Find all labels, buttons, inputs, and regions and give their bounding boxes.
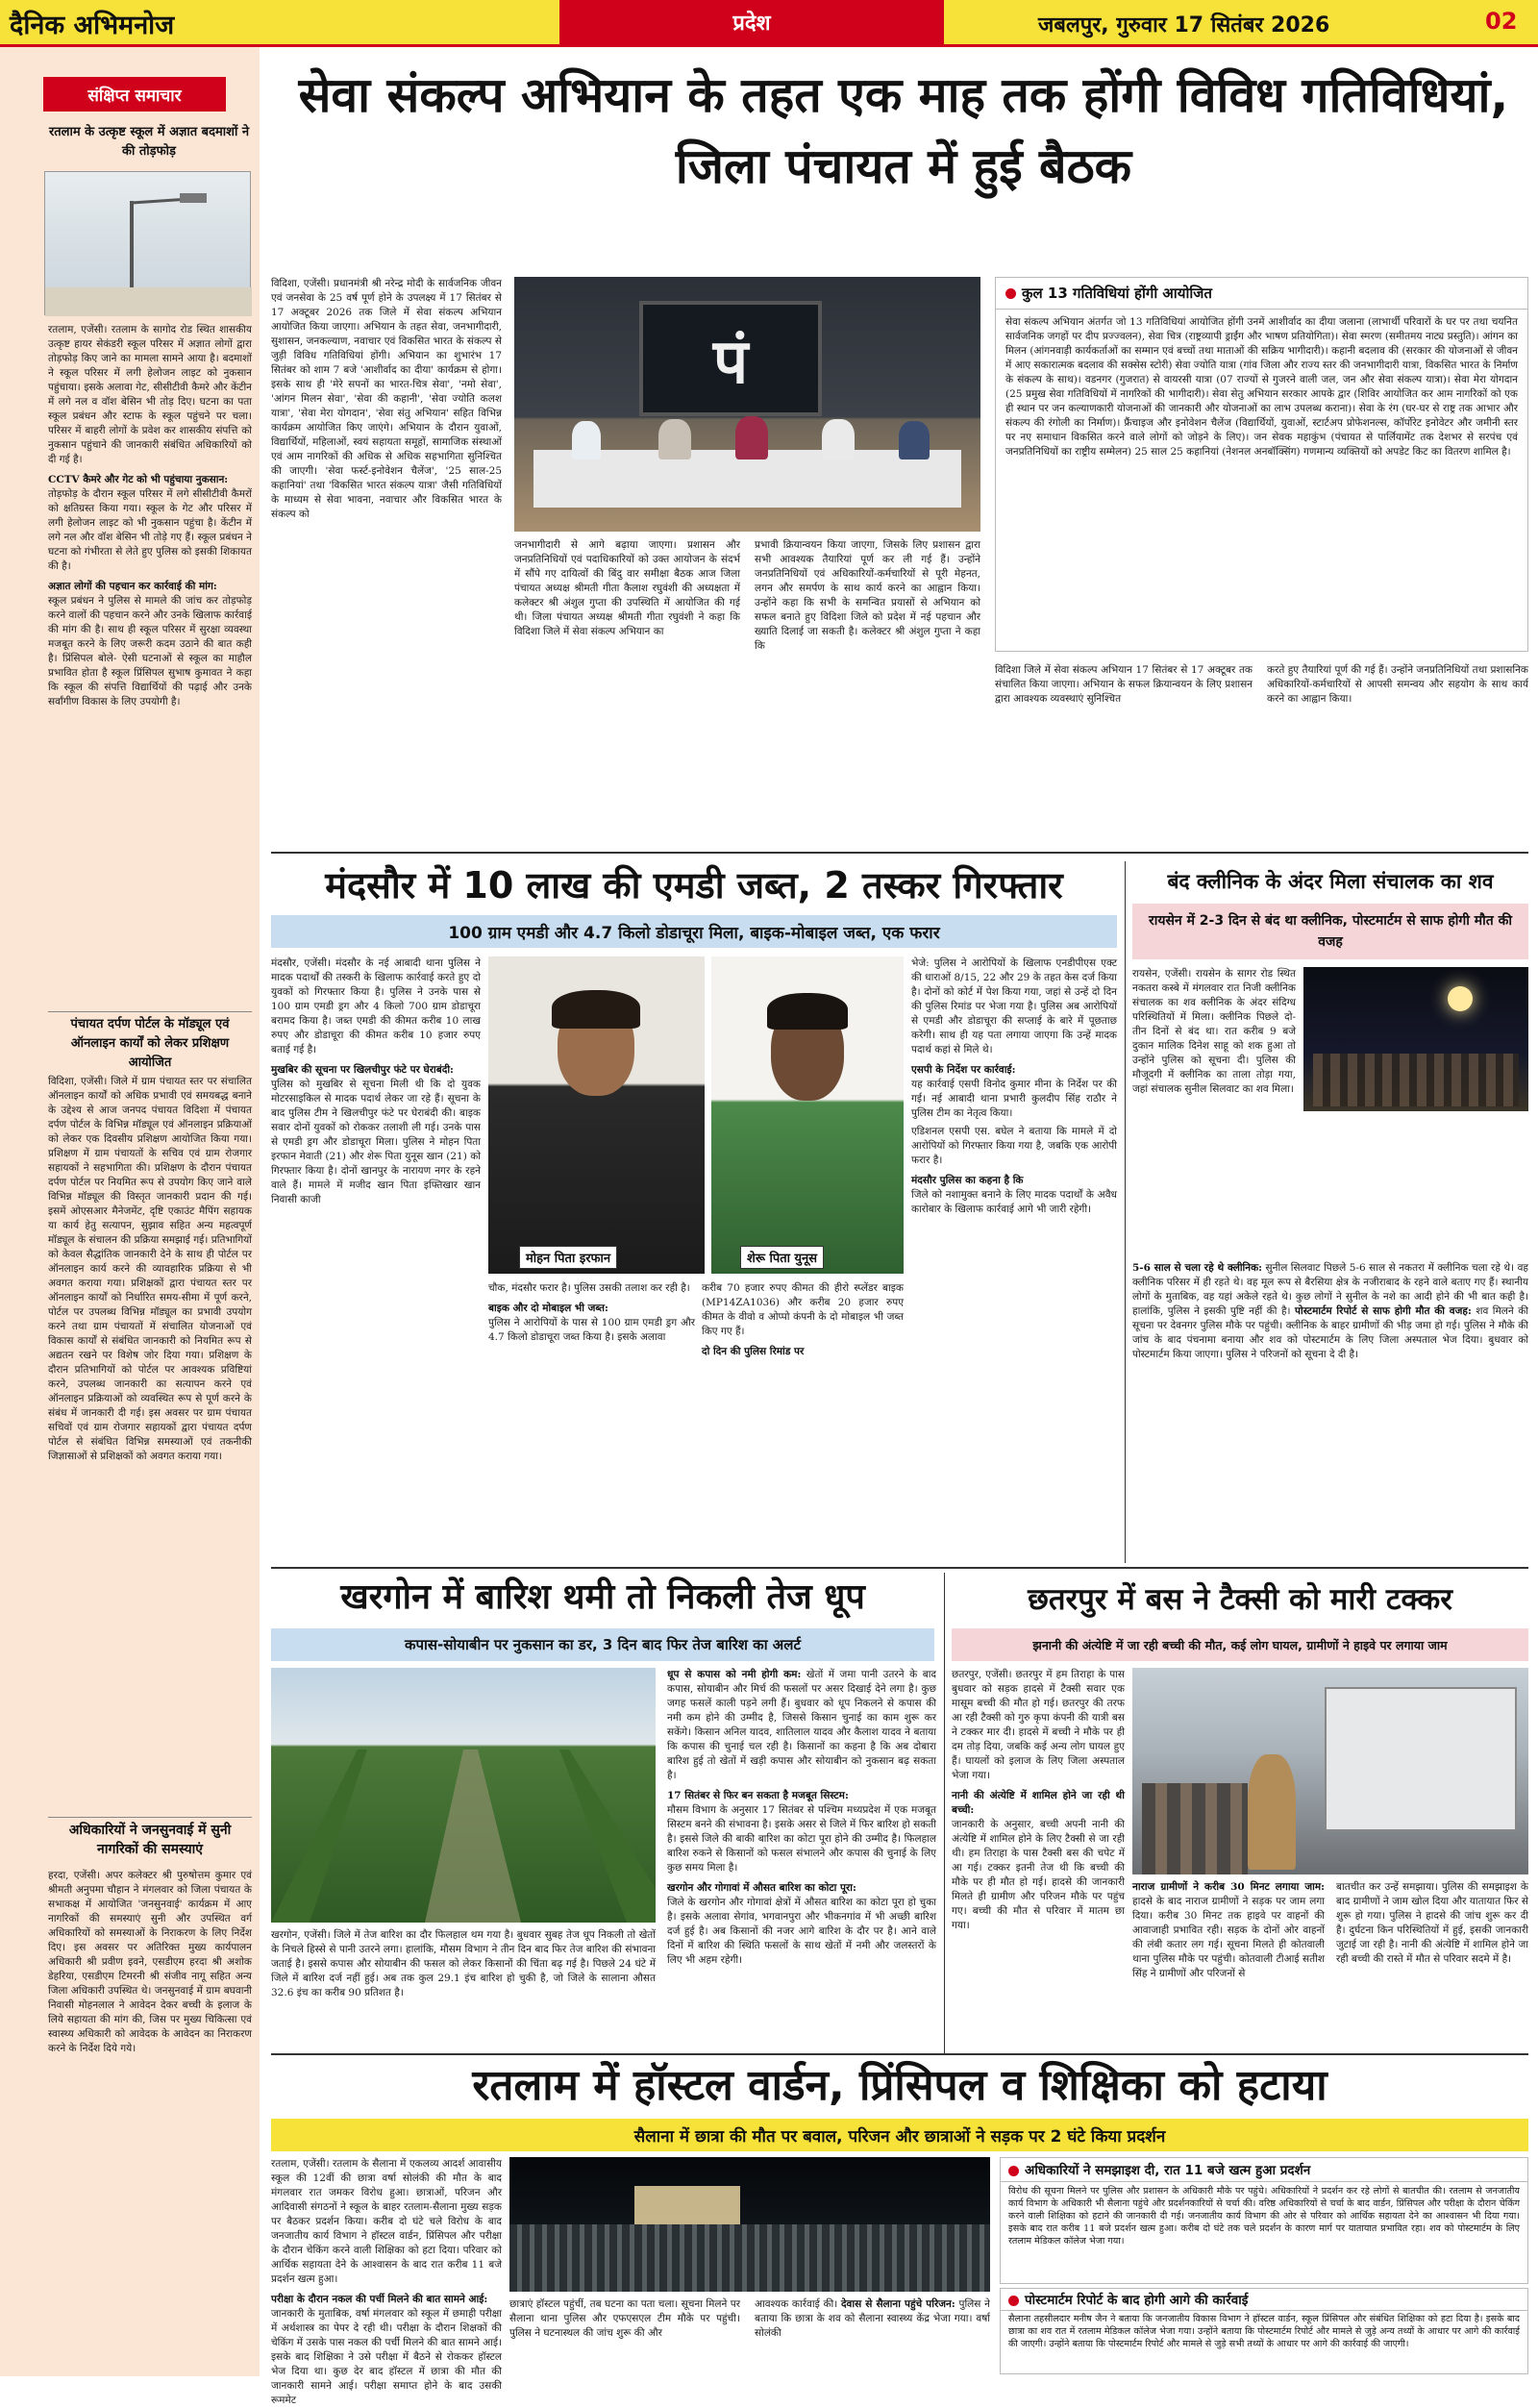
story4-strap: कपास-सोयाबीन पर नुकसान का डर, 3 दिन बाद फिर तेज बारिश का अलर्ट: [271, 1628, 934, 1661]
protest-photo: [509, 2157, 990, 2292]
story2-under1: चौक, मंदसौर फरार है। पुलिस उसकी तलाश कर रही है। बाइक और दो मोबाइल भी जब्त: पुलिस ने आरोपियों के पास से 100 ग्राम एमडी ड्रग और 4.7 किलो डोडाचूरा जब्त किया है। इसके अलावा: [488, 1282, 695, 1343]
crowd: [509, 2224, 990, 2292]
banner-screen: पं: [639, 301, 822, 416]
story5-col3: बातचीत कर उन्हें समझाया। पुलिस की समझाइश के बाद ग्रामीणों ने जाम खोल दिया और यातायात फिर से शुरू हो गया। पुलिस ने हादसे की जांच शुरू कर दी है। दुर्घटना किन परिस्थितियों में हुई, इसकी जानकारी जुटाई जा रही है। नानी की अंत्येष्टि में शामिल होने जा रही बच्ची की रास्ते में मौत से परिवार सदमे में है।: [1336, 1881, 1528, 1965]
page-number: 02: [1485, 8, 1518, 35]
story4-col1: खरगोन, एजेंसी। जिले में तेज बारिश का दौर फिलहाल थम गया है। बुधवार सुबह तेज धूप निकली तो खेतों के निचले हिस्से से पानी उतरने लगा। हालांकि, मौसम विभाग ने तीन दिन बाद फिर तेज बारिश की संभावना जताई है। इससे कपास और सोयाबीन की फसल को लेकर किसानों की चिंता बढ़ गई है। पिछले 24 घंटे में जिले में बारिश दर्ज नहीं हुई। अब तक कुल 29.1 इंच बारिश हो चुकी है, जो जिले के सालाना औसत 32.6 इंच का करीब 90 प्रतिशत है।: [271, 1929, 656, 1998]
dateline: जबलपुर, गुरुवार 17 सितंबर 2026: [1038, 13, 1330, 37]
official: [822, 419, 855, 459]
bullet-dot: [1008, 2296, 1019, 2306]
story1-col3: प्रभावी क्रियान्वयन किया जाएगा, जिसके लिए प्रशासन द्वारा सभी आवश्यक तैयारियां पूर्ण कर ली गई हैं। उन्होंने जनप्रतिनिधियों एवं अधिकारियों-कर्मचारियों से पूरी मेहनत, लगन और समर्पण के साथ कार्य करने का आह्वान किया। उन्होंने कहा कि सभी के समन्वित प्रयासों से अभियान को सफल बनाते हुए विदिशा जिले को प्रदेश में नई पहचान और ख्याति दिलाई जा सकती है। कलेक्टर श्री अंशुल गुप्ता ने कहा कि: [755, 539, 980, 652]
story6-strap: सैलाना में छात्रा की मौत पर बवाल, परिजन और छात्राओं ने सड़क पर 2 घंटे किया प्रदर्शन: [271, 2119, 1528, 2151]
story5-strap: झनानी की अंत्येष्टि में जा रही बच्ची की मौत, कई लोग घायल, ग्रामीणों ने हाइवे पर लगाया जाम: [952, 1628, 1528, 1661]
story4-headline: खरगोन में बारिश थमी तो निकली तेज धूप: [340, 1577, 865, 1617]
crowd: [1142, 1783, 1248, 1874]
story5-col2: नाराज ग्रामीणों ने करीब 30 मिनट लगाया जाम: हादसे के बाद नाराज ग्रामीणों ने सड़क पर जाम लगा दिया। करीब 30 मिनट तक हाइवे पर वाहनों की आवाजाही प्रभावित रही। सड़क के दोनों ओर वाहनों की लंबी कतार लग गई। सूचना मिलते ही कोतवाली थाना पुलिस मौके पर पहुंची। कोतवाली टीआई सतीश सिंह ने ग्रामीणों और परिजनों से: [1132, 1881, 1325, 1979]
section-rule: [271, 2053, 1528, 2055]
story4-col2: धूप से कपास को नमी होगी कम: खेतों में जमा पानी उतरने के बाद कपास, सोयाबीन और मिर्च की फसलों पर असर दिखाई देने लगा है। कुछ जगह फसलें काली पड़ने लगी हैं। बुधवार को धूप निकलने से कपास की नमी कम होने की उम्मीद है, जिससे किसान चुनाई का काम शुरू कर सकेंगे। किसान अनिल यादव, शातिलाल यादव और कैलाश यादव ने बताया कि कपास की चुनाई चल रही है। किसानों का कहना है कि अब दोबारा बारिश हुई तो खेतों में खड़ी कपास और सोयाबीन को नुकसान बढ़ सकता है। 17 सितंबर से फिर बन सकता है मजबूत सिस्टम: मौसम विभाग के अनुसार 17 सितंबर से पश्चिम मध्यप्रदेश में एक मजबूत सिस्टम बनने की संभावना है। इसके असर से जिले में फिर बारिश हो सकती है। इससे जिले की बाकी बारिश का कोटा पूरा होने की उम्मीद है। फिलहाल बारिश रुकने से किसानों को फसल संभालने और कपास की चुनाई के लिए कुछ समय मिला है। खरगोन और गोगावां में औसत बारिश का कोटा पूरा: जिले के खरगोन और गोगावां क्षेत्रों में औसत बारिश का कोटा पूरा हो चुका है। इसके अलावा सेगांव, भगवानपुरा और भीकनगांव में भी अच्छी बारिश दर्ज हुई है। अब किसानों की नजर आगे बारिश के दौर पर है। आने वाले दिनों में बारिश की स्थिति फसलों के साथ खेतों में नमी और जलस्तरों के लिए भी अहम रहेगी।: [667, 1669, 936, 1966]
official: [899, 421, 930, 459]
accused-photo-2: [711, 956, 904, 1274]
streetlight-image: [45, 172, 252, 316]
gate-light: [634, 2186, 740, 2224]
brief3-body: हरदा, एजेंसी। अपर कलेक्टर श्री पुरुषोत्तम कुमार एवं श्रीमती अनुपमा चौहान ने मंगलवार को जिला पंचायत के सभाकक्ष में आयोजित 'जनसुनवाई' कार्यक्रम में आए नागरिकों की समस्याएं सुनी और उपस्थित वर्ग अधिकारियों को समस्याओं के निराकरण के लिए निर्देश दिए। इस अवसर पर अतिरिक्त मुख्य कार्यपालन अधिकारी श्री प्रवीण इवने, एसडीएम हरदा श्री अशोक डेहरिया, एसडीएम टिमरनी श्री संजीव नागू सहित अन्य जिला अधिकारी उपस्थित थे। जनसुनवाई में ग्राम बघवानी निवासी मोहनलाल ने आवेदन देकर बच्ची के इलाज के लिये सहायता की मांग की, जिस पर मुख्य चिकित्सा एवं स्वास्थ्य अधिकारी को आवेदक के आवेदन का निराकरण करने के निर्देश दिये गये।: [48, 1870, 252, 2054]
brief3-title: अधिकारियों ने जनसुनवाई में सुनी नागरिकों की समस्याएं: [68, 1823, 232, 1857]
accused-caption-1: मोहन पिता इरफान: [519, 1246, 617, 1269]
accident-photo: [1132, 1668, 1528, 1874]
crowd: [1313, 1054, 1519, 1106]
official: [572, 421, 601, 459]
brief2-title: पंचायत दर्पण पोर्टल के मॉड्यूल एवं ऑनलाइन कार्यों को लेकर प्रशिक्षण आयोजित: [70, 1017, 230, 1070]
story1-col2: जनभागीदारी से आगे बढ़ाया जाएगा। प्रशासन और जनप्रतिनिधियों एवं पदाधिकारियों को उक्त आयोजन के संदर्भ में सौंपे गए दायित्वों की बिंदु वार समीक्षा बैठक आज जिला पंचायत अध्यक्ष श्रीमती गीता कैलाश रघुवंशी की अध्यक्षता में कलेक्टर श्री अंशुल गुप्ता की उपस्थिति में आयोजित की गई थी। जिला पंचायत अध्यक्ष श्रीमती गीता रघुवंशी ने कहा कि विदिशा जिले में सेवा संकल्प अभियान का: [514, 539, 740, 637]
story2-headline: मंदसौर में 10 लाख की एमडी जब्त, 2 तस्कर गिरफ्तार: [325, 864, 1063, 906]
streetlight-photo: [44, 171, 251, 315]
bullet-dot: [1008, 2166, 1019, 2176]
section-rule: [271, 852, 1528, 854]
policeman: [1248, 1754, 1296, 1870]
story6-col1: रतलाम, एजेंसी। रतलाम के सैलाना में एकलव्य आदर्श आवासीय स्कूल की 12वीं की छात्रा वर्षा सोलंकी की मौत के बाद मंगलवार रात जमकर विरोध हुआ। छात्राओं, परिजन और आदिवासी संगठनों ने स्कूल के बाहर रतलाम-सैलाना मुख्य सड़क पर बैठकर प्रदर्शन किया। करीब दो घंटे चले विरोध के बाद जनजातीय कार्य विभाग ने हॉस्टल वार्डन, प्रिंसिपल और परीक्षा के दौरान चेकिंग करने वाली शिक्षिका को हटा दिया। परिवार को आर्थिक सहायता देने के आश्वासन के बाद रात करीब 11 बजे प्रदर्शन खत्म हुआ। परीक्षा के दौरान नकल की पर्ची मिलने की बात सामने आई: जानकारी के मुताबिक, वर्षा मंगलवार को स्कूल में छमाही परीक्षा में अर्थशास्त्र का पेपर दे रही थी। परीक्षा के दौरान शिक्षकों की चेकिंग में उसके पास नकल की पर्ची मिलने की बात सामने आई। इसके बाद शिक्षिका ने उसे परीक्षा में बैठने से रोककर हॉस्टल भेज दिया था। कुछ देर बाद हॉस्टल में छात्रा की मौत की जानकारी सामने आई। परीक्षा समाप्त होने के बाद उसकी रूममेट: [271, 2158, 502, 2406]
crop-rows: [271, 1668, 656, 1923]
column-rule: [1125, 861, 1126, 1563]
story1-col1: विदिशा, एजेंसी। प्रधानमंत्री श्री नरेन्द्र मोदी के सार्वजनिक जीवन एवं जनसेवा के 25 वर्ष पूर्ण होने के उपलक्ष्य में 17 सितंबर से 17 अक्टूबर 2026 तक जिले में सेवा संकल्प अभियान आयोजित किया जाएगा। अभियान के तहत सेवा, जनभागीदारी, सुशासन, जनकल्याण, नवाचार एवं विकसित भारत के संकल्प से जुड़ी विविध गतिविधियां होंगी। अभियान का शुभारंभ 17 सितंबर को शाम 7 बजे 'आशीर्वाद का दीया' कार्यक्रम से होगा। इसके साथ ही 'मेरे सपनों का भारत-चित्र सेवा', 'नमो सेवा', 'आंगन मिलन सेवा', 'सेवा की कहानी', 'सेवा ज्योति कलश यात्रा', 'सेवा मेरा योगदान', 'सेवा संतु अभियान' सहित विभिन्न कार्यक्रम आयोजित किए जाएंगे। अभियान के दौरान युवाओं, विद्यार्थियों, महिलाओं, स्वयं सहायता समूहों, सामाजिक संस्थाओं एवं आम नागरिकों की अधिक से अधिक सहभागिता सुनिश्चित की जाएगी। 'सेवा फर्स्ट-इनोवेशन चैलेंज', '25 साल-25 कहानियां' तथा 'विकसित भारत संकल्प यात्रा' जैसी गतिविधियों के माध्यम से सेवा भावना, नवाचार और विकसित भारत के संकल्प को: [271, 278, 502, 520]
story1-col4: विदिशा जिले में सेवा संकल्प अभियान 17 सितंबर से 17 अक्टूबर तक संचालित किया जाएगा। अभियान के सफल क्रियान्वयन के लिए प्रशासन द्वारा आवश्यक व्यवस्थाएं सुनिश्चित: [995, 664, 1253, 705]
masthead-logo: दैनिक अभिमनोज: [10, 11, 175, 40]
story6-under2: आवश्यक कार्रवाई की। देवास से सैलाना पहुंचे परिजन: पुलिस ने बताया कि छात्रा के शव को सैलाना स्वास्थ्य केंद्र भेजा गया। वर्षा सोलंकी: [755, 2298, 990, 2339]
story3-headline: बंद क्लीनिक के अंदर मिला संचालक का शव: [1167, 870, 1494, 893]
activities-box-body: सेवा संकल्प अभियान अंतर्गत जो 13 गतिविधियां आयोजित होंगी उनमें आशीर्वाद का दीया जलाना (लाभार्थी परिवारों के घर पर तथा चयनित सार्वजनिक जगहों पर दीप प्रज्ज्वलन), सेवा चित्र (राष्ट्रव्यापी ड्राईंग और भाषण प्रतियोगिता)। सेवा स्मरण (समीतमय नाट्य प्रस्तुति)। आंगन का मिलन (आंगनवाड़ी कार्यकर्ताओं का सम्मान एवं बच्चों तथा माताओं की सक्रिय भागीदारी)। कहानी बदलाव की (सरकार की योजनाओं से जीवन में आए सकारात्मक बदलाव की सक्सेस स्टोरी) सेवा ज्योति यात्रा (गांव जिला और राज्य स्तर की जनभागीदारी यात्रा, विकसित भारत के निर्माण के संकल्प के साथ)। वडनगर (गुजरात) से वायरसी यात्रा (07 राज्यों से गुजरने वाली जल, जन और सेवा संकल्प यात्रा)। सेवा मेरा योगदान (25 प्रमुख सेवा गतिविधियों में नागरिकों की भागीदारी)। सेवा सेतु अभियान सरकार आपके द्वार (शिविर आयोजित कर आम नागरिकों को एक ही स्थान पर जन कल्याणकारी योजनाओं की जानकारी और योजनाओं का लाभ उपलब्ध कराना)। सेवा के रंग (घर-घर से राष्ट्र तक आभार और संकल्प की रंगोली का निर्माण)। फ्रैंचाइज और इनोवेशन चैलेंज (विद्यार्थियों, युवाओं, स्टार्टअप प्रोफेशनल्स, कॉर्पोरेट इनोवेटर और जमीनी स्तर पर नए समाधान विकसित करने वाले लोगों को जोड़ने के लिए)। जन सेवक महाकुंभ (पंचायत से पार्लियामेंट तक देशभर से सरपंच एवं जनप्रतिनिधियों का राष्ट्रीय सम्मेलन) 25 साल 25 कहानियां (नेशनल अनबॉक्सिंग) गणमान्य व्यक्तियों को अपडेट किट का वितरण शामिल है।: [1005, 316, 1518, 458]
story5-headline: छतरपुर में बस ने टैक्सी को मारी टक्कर: [1028, 1582, 1452, 1617]
story3-col1: रायसेन, एजेंसी। रायसेन के सागर रोड स्थित नकतरा कस्बे में मंगलवार रात निजी क्लीनिक संचालक का शव क्लीनिक के अंदर संदिग्ध परिस्थितियों में मिला। क्लीनिक पिछले दो-तीन दिनों से बंद था। रात करीब 9 बजे दुकान मालिक दिनेश साहू को शक हुआ तो उन्होंने पुलिस को सूचना दी। पुलिस की मौजूदगी में क्लीनिक का ताला तोड़ा गया, जहां संचालक सुनील सिलवाट का शव मिला।: [1132, 968, 1296, 1095]
meeting-photo: [514, 277, 980, 532]
story2-strap: 100 ग्राम एमडी और 4.7 किलो डोडाचूरा मिला, बाइक-मोबाइल जब्त, एक फरार: [271, 915, 1117, 948]
truck: [1325, 1687, 1517, 1831]
story2-under2: करीब 70 हजार रुपए कीमत की हीरो स्प्लेंडर बाइक (MP14ZA1036) और करीब 20 हजार रुपए कीमत के वीवो व ओप्पो कंपनी के दो मोबाइल भी जब्त किए गए हैं। दो दिन की पुलिस रिमांड पर: [702, 1282, 904, 1357]
protest-box-2: [1000, 2288, 1528, 2374]
official: [658, 419, 691, 459]
light: [1448, 986, 1473, 1011]
protest-box-1: [1000, 2157, 1528, 2284]
sidebar-divider: [48, 1011, 252, 1012]
story6-under1: छात्राएं हॉस्टल पहुंचीं, तब घटना का पता चला। सूचना मिलने पर सैलाना थाना पुलिस और एफएसएल टीम मौके पर पहुंची। पुलिस ने घटनास्थल की जांच शुरू की और: [509, 2298, 740, 2339]
column-rule: [944, 1573, 945, 2053]
official: [735, 416, 768, 459]
brief1-body: रतलाम, एजेंसी। रतलाम के सागोद रोड स्थित शासकीय उत्कृष्ट हायर सेकंडरी स्कूल परिसर में अज्ञात लोगों द्वारा तोड़फोड़ किए जाने का मामला सामने आया है। बदमाशों ने स्कूल परिसर में लगी हेलोजन लाइट को नुकसान पहुंचाया। इसके अलावा गेट, सीसीटीवी कैमरे और केंटीन में लगे नल व वॉश बेसिन भी तोड़ दिए। घटना का पता स्कूल प्रबंधन और स्टाफ के स्कूल पहुंचने पर चला। परिसर में बाहरी लोगों के प्रवेश कर शासकीय संपत्ति को नुकसान पहुंचाने की जानकारी संबंधित अधिकारियों को दी गई है। CCTV कैमरे और गेट को भी पहुंचाया नुकसान: तोड़फोड़ के दौरान स्कूल परिसर में लगे सीसीटीवी कैमरों को क्षतिग्रस्त किया गया। स्कूल के गेट और परिसर में लगी हेलोजन लाइट को भी नुकसान पहुंचा है। केंटीन में लगे नल और वॉश बेसिन भी तोड़े गए हैं। स्कूल प्रबंधन ने घटना को गंभीरता से लेते हुए पुलिस को इसकी शिकायत की है। अज्ञात लोगों की पहचान कर कार्रवाई की मांग: स्कूल प्रबंधन ने पुलिस से मामले की जांच कर तोड़फोड़ करने वालों की पहचान करने और उनके खिलाफ कार्रवाई की मांग की है। साथ ही स्कूल परिसर में सुरक्षा व्यवस्था मजबूत करने के लिए जरूरी कदम उठाने की बात कही है। प्रिंसिपल बोले- ऐसी घटनाओं से स्कूल का माहौल प्रभावित होता है स्कूल प्रिंसिपल सुभाष कुमावत ने कहा कि स्कूल की संपत्ति विद्यार्थियों की पढ़ाई और उनके सर्वांगीण विकास के लिए उपयोगी है।: [48, 324, 252, 708]
story5-col1: छतरपुर, एजेंसी। छतरपुर में हम तिराहा के पास बुधवार को सड़क हादसे में टैक्सी सवार एक मासूम बच्ची की मौत हो गई। छतरपुर की तरफ आ रही टैक्सी को गुरु कृपा कंपनी की यात्री बस ने टक्कर मार दी। हादसे में बच्ची ने मौके पर ही दम तोड़ दिया, जबकि कई अन्य लोग घायल हुए हैं। घायलों को इलाज के लिए जिला अस्पताल भेजा गया। नानी की अंत्येष्टि में शामिल होने जा रही थी बच्ची: जानकारी के अनुसार, बच्ची अपनी नानी की अंत्येष्टि में शामिल होने के लिए टैक्सी से जा रही थी। हम तिराहा के पास टैक्सी बस की चपेट में आ गई। टक्कर इतनी तेज थी कि बच्ची की मौके पर ही मौत हो गई। हादसे की जानकारी मिलते ही ग्रामीण और परिजन मौके पर पहुंच गए। बच्ची की मौत से परिवार में मातम छा गया।: [952, 1669, 1125, 1931]
brief2-body: विदिशा, एजेंसी। जिले में ग्राम पंचायत स्तर पर संचालित ऑनलाइन कार्यों को अधिक प्रभावी एवं समयबद्ध बनाने के उद्देश्य से आज जनपद पंचायत विदिशा में पंचायत दर्पण पोर्टल के विभिन्न मॉड्यूल एवं ऑनलाइन प्रक्रियाओं को लेकर एक दिवसीय प्रशिक्षण आयोजित किया गया। प्रशिक्षण में ग्राम पंचायतों के सचिव एवं ग्राम रोजगार सहायकों ने सहभागिता की। प्रशिक्षण के दौरान पंचायत दर्पण पोर्टल पर नियमित रूप से उपयोग किए जाने वाले विभिन्न मॉड्यूल की विस्तृत जानकारी प्रदान की गई। इसमें ओएसआर मैनेजमेंट, दृष्टि एकाउंट मैपिंग सहायक या कार्य हेतु सत्यापन, सुझाव सहित अन्य महत्वपूर्ण मॉड्यूल के संचालन की प्रक्रिया समझाई गई। प्रतिभागियों को केवल सैद्धांतिक जानकारी देने के साथ ही पोर्टल पर ऑनलाइन कार्य करने की व्यावहारिक प्रक्रिया से भी अवगत कराया गया। प्रशिक्षकों द्वारा पंचायत स्तर पर ऑनलाइन कार्यों को निर्धारित समय-सीमा में पूर्ण करने, पोर्टल पर उपलब्ध विभिन्न मॉड्यूल का प्रभावी उपयोग करने तथा ग्राम पंचायतों में संचालित योजनाओं एवं विकास कार्यों से संबंधित जानकारी को नियमित रूप से अद्यतन रखने पर विशेष जोर दिया गया। प्रशिक्षण के दौरान प्रतिभागियों को पोर्टल पर आवश्यक प्रविष्टियां करने, उपलब्ध जानकारी का सत्यापन करने एवं ऑनलाइन प्रक्रियाओं को व्यवस्थित रूप से पूर्ण करने के संबंध में जानकारी दी गई। इस अवसर पर ग्राम पंचायत सचिवों एवं ग्राम रोजगार सहायकों द्वारा पंचायत दर्पण पोर्टल से संबंधित विभिन्न समस्याओं एवं तकनीकी जिज्ञासाओं से प्रशिक्षकों को अवगत कराया गया।: [48, 1076, 252, 1462]
protest-box-1-title: अधिकारियों ने समझाइश दी, रात 11 बजे खत्म हुआ प्रदर्शन: [1001, 2158, 1527, 2182]
sidebar-header: संक्षिप्त समाचार: [43, 77, 226, 112]
protest-box-2-body: सैलाना तहसीलदार मनीष जैन ने बताया कि जनजातीय विकास विभाग ने हॉस्टल वार्डन, स्कूल प्रिंसिपल और संबंधित शिक्षिका को हटा दिया है। इसके बाद छात्रा का शव रात में रतलाम मेडिकल कॉलेज भेजा गया। उन्होंने बताया कि पोस्टमार्टम रिपोर्ट और मामले से जुड़े अन्य तथ्यों के आधार पर आगे की कार्रवाई की जाएगी। उन्होंने बताया कि पोस्टमार्टम रिपोर्ट और मामले से जुड़े सभी तथ्यों के आधार पर आगे की कार्रवाई की जाएगी।: [1008, 2314, 1520, 2349]
brief1-title: रतलाम के उत्कृष्ट स्कूल में अज्ञात बदमाशों ने की तोड़फोड़: [48, 125, 250, 159]
protest-box-1-body: विरोध की सूचना मिलने पर पुलिस और प्रशासन के अधिकारी मौके पर पहुंचे। अधिकारियों ने प्रदर्शन कर रहे लोगों से बातचीत की। रतलाम से जनजातीय कार्य विभाग के अधिकारी भी सैलाना पहुंचे और प्रदर्शनकारियों से चर्चा की। वरिष्ठ अधिकारियों से चर्चा के बाद वार्डन, प्रिंसिपल और परीक्षा के दौरान चेकिंग करने वाली शिक्षिका को हटाने की जानकारी दी गई। जनजातीय कार्य विभाग की ओर से परिवार को आर्थिक सहायता देने का आश्वासन भी दिया गया। इसके बाद रात करीब 11 बजे प्रदर्शन खत्म हुआ। करीब दो घंटे तक चले प्रदर्शन के कारण मार्ग पर यातायात प्रभावित रहा। शव को पोस्टमार्टम के लिए रतलाम मेडिकल कॉलेज भेजा गया।: [1008, 2186, 1520, 2247]
field-photo: [271, 1668, 656, 1923]
accused-photo-1: [488, 956, 705, 1274]
accused-hair: [767, 993, 848, 1030]
activities-box: [995, 277, 1528, 652]
accused-caption-2: शेरू पिता युनूस: [740, 1246, 824, 1269]
sidebar-divider: [48, 1817, 252, 1818]
clinic-photo: [1303, 967, 1528, 1111]
story2-col3: भेजे: पुलिस ने आरोपियों के खिलाफ एनडीपीएस एक्ट की धाराओं 8/15, 22 और 29 के तहत केस दर्ज किया है। दोनों को कोर्ट में पेश किया गया, जहां से उन्हें दो दिन की पुलिस रिमांड पर भेजा गया है। पुलिस अब आरोपियों से एमडी और डोडाचूरा की सप्लाई के बारे में पूछताछ करेगी। साथ ही यह पता लगाया जाएगा कि उन्हें मादक पदार्थ कहां से मिले थे। एसपी के निर्देश पर कार्रवाई: यह कार्रवाई एसपी विनोद कुमार मीना के निर्देश पर की गई। नई आबादी थाना प्रभारी कुलदीप सिंह राठौर ने पुलिस टीम का नेतृत्व किया। एडिशनल एसपी एस. बघेल ने बताया कि मामले में दो आरोपियों को गिरफ्तार किया गया है, जबकि एक आरोपी फरार है। मंदसौर पुलिस का कहना है कि जिले को नशामुक्त बनाने के लिए मादक पदार्थों के अवैध कारोबार के खिलाफ कार्रवाई आगे भी जारी रहेगी।: [911, 957, 1117, 1215]
story1-headline: सेवा संकल्प अभियान के तहत एक माह तक होंगी विविध गतिविधियां, जिला पंचायत में हुई बैठक: [298, 67, 1509, 194]
activities-box-title: कुल 13 गतिविधियां होंगी आयोजित: [996, 278, 1527, 310]
story1-col5: करते हुए तैयारियां पूर्ण की गई हैं। उन्होंने जनप्रतिनिधियों तथा प्रशासनिक अधिकारियों-कर्मचारियों से आपसी समन्वय और सहयोग के साथ कार्य करने का आह्वान किया।: [1267, 664, 1528, 705]
accused-hair: [552, 990, 640, 1029]
story3-strap: रायसेन में 2-3 दिन से बंद था क्लीनिक, पोस्टमार्टम से साफ होगी मौत की वजह: [1132, 904, 1528, 959]
protest-box-2-title: पोस्टमार्टम रिपोर्ट के बाद होगी आगे की कार्रवाई: [1001, 2289, 1527, 2311]
section-rule: [271, 1567, 1528, 1569]
story6-headline: रतलाम में हॉस्टल वार्डन, प्रिंसिपल व शिक्षिका को हटाया: [472, 2061, 1327, 2110]
bullet-dot: [1005, 288, 1016, 299]
story3-rest: 5-6 साल से चला रहे थे क्लीनिक: सुनील सिलवाट पिछले 5-6 साल से नकतरा में क्लीनिक चला रहे थे। वह क्लीनिक परिसर में ही रहते थे। वह मूल रूप से बैरसिया क्षेत्र के नजीराबाद के रहने वाले बताए गए हैं। स्थानीय लोगों के मुताबिक, वह यहां अकेले रहते थे। कुछ लोगों ने सुनील के नशे का आदी होने की भी बात कही है। हालांकि, पुलिस ने इसकी पुष्टि नहीं की है। पोस्टमार्टम रिपोर्ट से साफ होगी मौत की वजह: शव मिलने की सूचना पर देवनगर पुलिस मौके पर पहुंची। क्लीनिक के बाहर ग्रामीणों की भीड़ जमा हो गई। पुलिस ने मौके की जांच के बाद पंचनामा बनाया और शव को पोस्टमार्टम के लिए जिला अस्पताल भेज दिया। बुधवार को पोस्टमार्टम किया जाएगा। पुलिस ने परिजनों को सूचना दे दी है।: [1132, 1262, 1528, 1360]
section-label: प्रदेश: [559, 0, 944, 44]
story2-col1: मंदसौर, एजेंसी। मंदसौर के नई आबादी थाना पुलिस ने मादक पदार्थों की तस्करी के खिलाफ कार्रवाई करते हुए दो युवकों को गिरफ्तार किया है। पुलिस ने उनके पास से 100 ग्राम एमडी ड्रग और 4 किलो 700 ग्राम डोडाचूरा बरामद किया है। जब्त एमडी की कीमत करीब 10 लाख रुपए और डोडाचूरा की कीमत करीब 10 हजार रुपए बताई गई है। मुखबिर की सूचना पर खिलचीपुर फंटे पर घेराबंदी: पुलिस को मुखबिर से सूचना मिली थी कि दो युवक मोटरसाइकिल से मादक पदार्थ लेकर जा रहे हैं। सूचना के बाद पुलिस टीम ने खिलचीपुर फंटे पर घेराबंदी की। बाइक सवार दोनों युवकों को रोककर तलाशी ली गई। उनके पास से एमडी ड्रग और डोडाचूरा मिला। पुलिस ने मोहन पिता इरफान मेवाती (21) और शेरू पिता युनूस खान (21) को गिरफ्तार किया है। दोनों खानपुर के नारायण नगर के रहने वाले हैं। मामले में मजीद खान पिता इफ्तिखार खान निवासी काजी: [271, 957, 481, 1205]
